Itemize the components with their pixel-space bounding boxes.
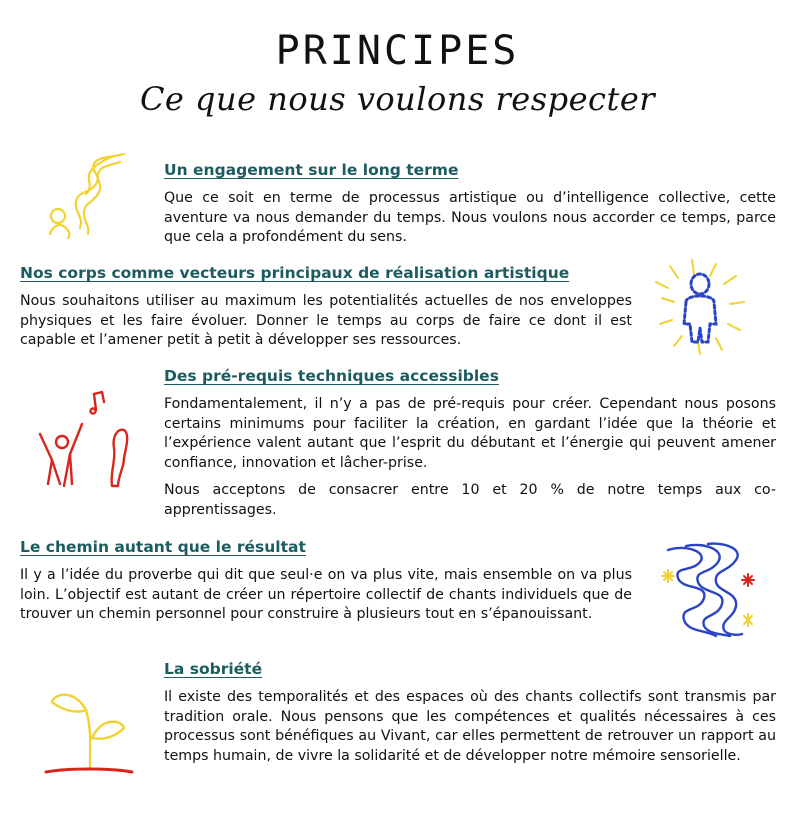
- page-title: PRINCIPES: [275, 28, 520, 74]
- section-bodies: [20, 264, 632, 359]
- section-sobriety: [164, 660, 776, 774]
- section-heading: Nos corps comme vecteurs principaux de réalisation artistique: [20, 264, 570, 282]
- radiant-body-icon: [650, 258, 750, 358]
- section-paragraph: Nous souhaitons utiliser au maximum les potentialités actuelles de nos enveloppes physiques et les faire évoluer. Donner le temps au corps de faire ce dont il est capable et l’amener petit à petit à développer ses ressources.: [20, 293, 632, 348]
- section-heading: Un engagement sur le long terme: [164, 161, 459, 179]
- page-subtitle: Ce que nous voulons respecter: [139, 80, 656, 118]
- section-paragraph: Nous acceptons de consacrer entre 10 et 20 % de notre temps aux co-apprentissages.: [164, 482, 776, 518]
- section-paragraph: Il y a l’idée du proverbe qui dit que seul·e on va plus vite, mais ensemble on va plus loin. L’objectif est autant de créer un répertoire collectif de chants individuels que de trouver un chemin personnel pour construire à plusieurs tout en s’épanouissant.: [20, 567, 632, 622]
- section-prerequisites: [164, 367, 776, 528]
- singing-figures-icon: [32, 388, 142, 498]
- winding-path-icon: [656, 540, 764, 640]
- sprout-icon: [40, 680, 140, 780]
- section-long-term: [164, 161, 776, 256]
- section-heading: Des pré-requis techniques accessibles: [164, 367, 499, 385]
- section-paragraph: Que ce soit en terme de processus artistique ou d’intelligence collective, cette aventure va nous demander du temps. Nous voulons nous accorder ce temps, parce que cela a profondément du sens.: [164, 190, 776, 245]
- section-heading: La sobriété: [164, 660, 263, 678]
- section-path: [20, 538, 632, 633]
- section-heading: Le chemin autant que le résultat: [20, 538, 306, 556]
- section-paragraph: Il existe des temporalités et des espaces où des chants collectifs sont transmis par tradition orale. Nous pensons que les compétences et qualités nécessaires à ces processus sont bénéfiques au Vivant, car elles permettent de retrouver un rapport au temps humain, de vivre la solidarité et de développer notre mémoire sensorielle.: [164, 689, 776, 764]
- section-paragraph: Fondamentalement, il n’y a pas de pré-requis pour créer. Cependant nous posons certains minimums pour faciliter la création, en gardant l’idée que la théorie et l’expérience valent autant que l’esprit du débutant et l’énergie qui peuvent amener confiance, innovation et lâcher-prise.: [164, 396, 776, 471]
- flowing-figure-icon: [40, 150, 130, 240]
